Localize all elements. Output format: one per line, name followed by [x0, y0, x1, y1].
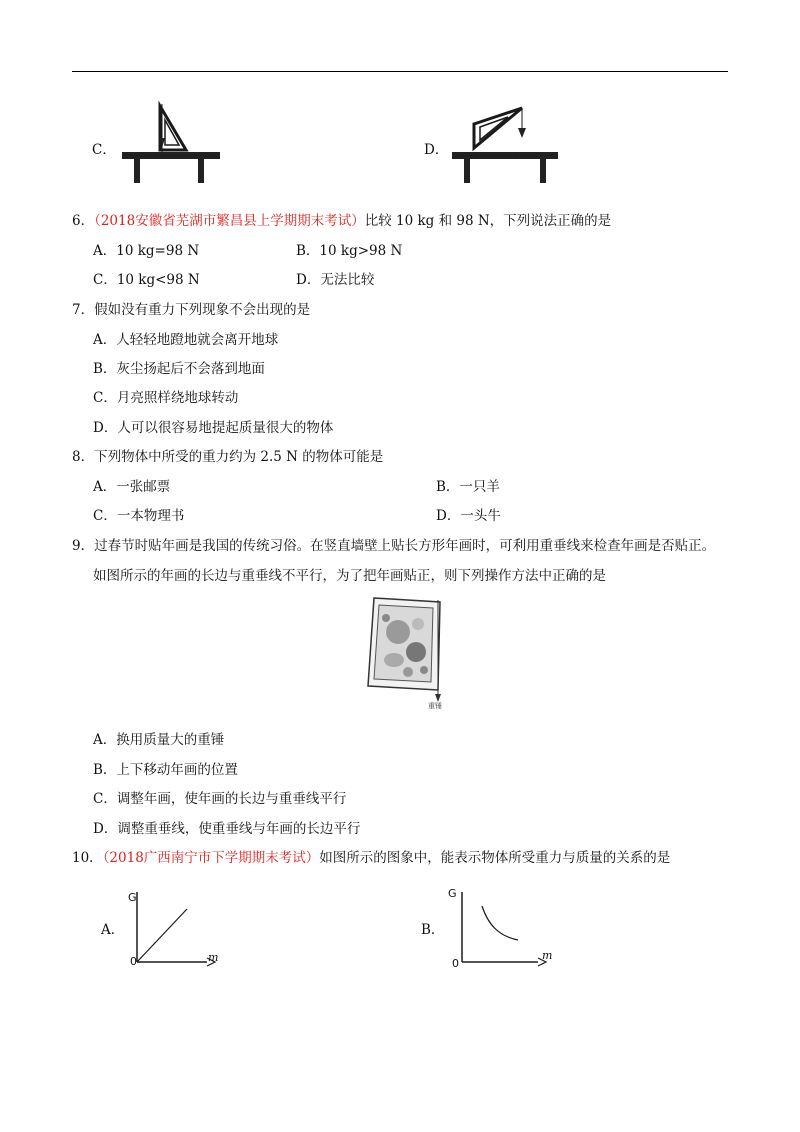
question-7-stem: 7．假如没有重力下列现象不会出现的是: [72, 302, 311, 318]
question-8-option-c: C．一本物理书: [93, 508, 185, 524]
graph-b-y-axis-label: G: [448, 887, 457, 900]
question-10-number: 10．: [72, 850, 103, 866]
question-6-option-d: D．无法比较: [296, 272, 375, 288]
question-7-option-c: C．月亮照样绕地球转动: [93, 390, 239, 406]
graph-a-label: A．: [101, 922, 125, 938]
graph-a-origin-label: 0: [130, 955, 137, 968]
question-6-source: （2018安徽省芜湖市繁昌县上学期期末考试）: [94, 213, 365, 229]
question-8-option-a: A．一张邮票: [93, 479, 171, 495]
graph-a-curve: [137, 909, 187, 962]
set-square-figure-d: [448, 98, 568, 188]
plumb-bob-caption: 重锤: [428, 702, 442, 710]
question-6-option-a: A．10 kg=98 N: [93, 243, 200, 259]
question-8-option-d: D．一头牛: [436, 508, 501, 524]
graph-b-curve: [482, 906, 518, 940]
question-9-option-d: D．调整重垂线，使重垂线与年画的长边平行: [93, 821, 361, 837]
question-9-option-b: B．上下移动年画的位置: [93, 762, 238, 778]
graph-a-y-axis-label: G: [128, 891, 137, 904]
question-6-number: 6．: [72, 213, 95, 229]
question-10: [72, 849, 670, 867]
new-year-painting-figure: [362, 594, 452, 714]
question-9-option-c: C．调整年画，使年画的长边与重垂线平行: [93, 791, 347, 807]
graph-a-x-axis-label: m: [208, 951, 219, 964]
question-9-stem-line1: 9．过春节时贴年画是我国的传统习俗。在竖直墙壁上贴长方形年画时，可利用重垂线来检查年画是否贴正。: [72, 538, 716, 554]
question-9-option-a: A．换用质量大的重锤: [93, 732, 225, 748]
graph-b-x-axis-label: m: [542, 949, 553, 962]
question-10-stem: 如图所示的图象中，能表示物体所受重力与质量的关系的是: [319, 850, 671, 866]
question-7-option-d: D．人可以很容易地提起质量很大的物体: [93, 420, 334, 436]
question-6-option-c: C．10 kg<98 N: [93, 272, 200, 288]
question-8-option-b: B．一只羊: [436, 479, 500, 495]
question-9-stem-line2: 如图所示的年画的长边与重垂线不平行，为了把年画贴正，则下列操作方法中正确的是: [93, 568, 606, 584]
question-7-option-a: A．人轻轻地蹬地就会离开地球: [93, 332, 279, 348]
option-d-label: D．: [424, 142, 449, 158]
graph-b-label: B．: [421, 922, 445, 938]
header-rule: [72, 71, 728, 72]
question-7-option-b: B．灰尘扬起后不会落到地面: [93, 361, 265, 377]
question-6-stem: 比较 10 kg 和 98 N，下列说法正确的是: [364, 213, 612, 229]
option-c-label: C．: [92, 142, 116, 158]
question-8-stem: 8．下列物体中所受的重力约为 2.5 N 的物体可能是: [72, 449, 384, 465]
graph-b-origin-label: 0: [452, 957, 459, 970]
question-6-option-b: B．10 kg>98 N: [296, 243, 403, 259]
set-square-figure-c: [118, 98, 228, 188]
question-10-source: （2018广西南宁市下学期期末考试）: [102, 850, 320, 866]
question-6: [72, 212, 611, 230]
